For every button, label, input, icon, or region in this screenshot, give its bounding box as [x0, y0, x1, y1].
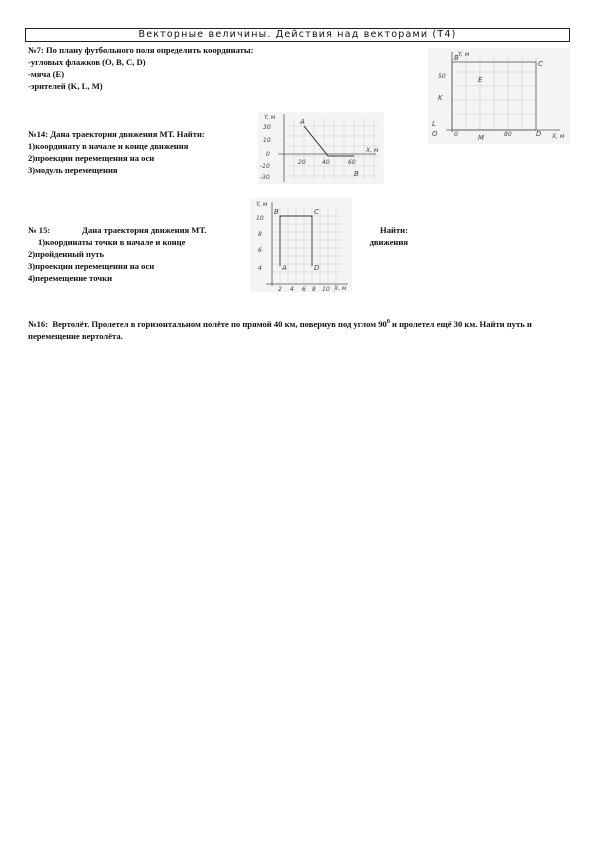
fig15-x-tick: 6 — [302, 286, 306, 292]
fig15-y-tick: 8 — [258, 231, 262, 238]
task-15-plot — [250, 198, 352, 292]
fig15-point-C: C — [314, 208, 319, 216]
fig14-y-tick: 0 — [266, 151, 270, 158]
field-point-M: M — [478, 134, 485, 142]
fig14-y-axis-label: Y, м — [264, 114, 276, 121]
task-7-number: №7: — [28, 45, 44, 55]
task-15-find: Найти: — [380, 225, 408, 235]
task-7-line: -зрителей (K, L, M) — [28, 81, 103, 91]
fig14-x-tick: 60 — [348, 159, 356, 166]
field-y-axis-label: Y, м — [458, 51, 470, 58]
fig15-y-tick: 6 — [258, 247, 262, 254]
task-15-number: № 15: — [28, 225, 51, 235]
fig15-x-tick: 10 — [322, 286, 330, 292]
field-x-tick-zero: 0 — [454, 131, 458, 138]
fig15-y-tick: 10 — [256, 215, 264, 222]
football-field-figure — [428, 48, 570, 149]
task-14-line: 2)проекции перемещения на оси — [28, 153, 155, 163]
field-point-D: D — [536, 130, 542, 138]
task-14-line: 3)модуль перемещения — [28, 165, 118, 175]
task-15-intro: Дана траектория движения МТ. — [82, 225, 207, 235]
field-point-E: E — [478, 76, 483, 84]
task-16-number: №16: — [28, 318, 49, 329]
fig15-x-tick: 8 — [312, 286, 316, 292]
fig14-start-label: A — [300, 118, 305, 126]
fig14-x-tick: 20 — [298, 159, 306, 166]
field-y-tick: 50 — [438, 73, 446, 80]
task-7-line: №7: По плану футбольного поля определить координаты: — [28, 45, 254, 55]
task-14-line: №14: Дана траектория движения МТ. Найти: — [28, 129, 205, 139]
task-7-line: -мяча (E) — [28, 69, 65, 79]
field-x-axis-label: X, м — [552, 133, 565, 140]
task-15-line: 4)перемещение точки — [28, 273, 113, 283]
fig15-y-tick: 4 — [258, 265, 262, 272]
fig15-point-A: A — [282, 264, 287, 272]
task-14-number: №14: — [28, 129, 49, 139]
field-point-B: B — [454, 54, 459, 62]
worksheet-title: Векторные величины. Действия над векторами (Т4) — [25, 28, 570, 42]
fig15-x-axis-label: X, м — [334, 285, 347, 292]
fig14-y-tick: 30 — [263, 124, 271, 131]
task-14-figure — [258, 112, 384, 189]
task-7 — [28, 44, 253, 92]
fig15-x-tick: 4 — [290, 286, 294, 292]
fig15-point-B: B — [274, 208, 279, 216]
fig14-y-tick: 10 — [263, 137, 271, 144]
task-15-line: 3)проекции перемещения на оси — [28, 261, 155, 271]
task-14-line: 1)координату в начале и конце движения — [28, 141, 189, 151]
field-origin-label: O — [432, 130, 438, 138]
fig15-x-tick: 2 — [278, 286, 282, 292]
fig14-y-tick: -30 — [260, 174, 270, 181]
task-15-second-line: 1)координаты точки в начале и конце движения — [38, 237, 408, 247]
fig15-point-D: D — [314, 264, 320, 272]
task-15-line: 2)пройденный путь — [28, 249, 105, 259]
task-16 — [28, 316, 573, 342]
task-16-text: №16: Вертолёт. Пролетел в горизонтальном полёте по прямой 40 км, повернув под углом $90^0$ и пролетел ещё 30 км. Найти путь и перемещение вертолёта. — [28, 318, 532, 341]
task-15-figure — [250, 198, 352, 297]
football-field-plot — [428, 48, 570, 144]
fig14-x-axis-label: X, м — [366, 147, 379, 154]
task-7-line: -угловых флажков (O, B, C, D) — [28, 57, 146, 67]
fig15-y-axis-label: Y, м — [256, 201, 268, 208]
fig14-x-tick: 40 — [322, 159, 330, 166]
fig14-end-label: B — [354, 170, 359, 178]
field-point-K: K — [438, 94, 443, 102]
fig14-y-tick: -10 — [260, 163, 270, 170]
field-x-tick: 80 — [504, 131, 512, 138]
field-point-C: C — [538, 60, 543, 68]
field-point-L: L — [432, 120, 436, 128]
task-14-plot — [258, 112, 384, 184]
task-14 — [28, 128, 205, 176]
